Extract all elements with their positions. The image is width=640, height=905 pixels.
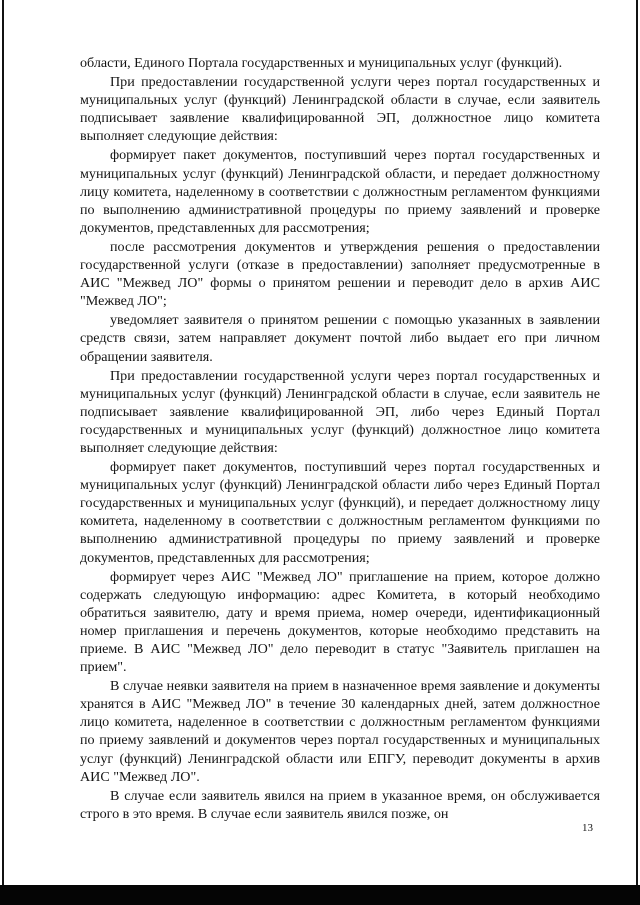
paragraph: формирует пакет документов, поступивший через портал государственных и муниципальных услуг (функций) Ленинградской области, и передает должностному лицу комитета, наделенному в соответствии с должностным регламентом функциями по выполнению административной процедуры по приему заявлений и проверке документов, представленных для рассмотрения; xyxy=(80,147,600,236)
scan-edge-left xyxy=(2,0,4,905)
paragraph: области, Единого Портала государственных и муниципальных услуг (функций). xyxy=(80,55,563,71)
page-number: 13 xyxy=(582,822,593,834)
paragraph: В случае если заявитель явился на прием в указанное время, он обслуживается строго в это время. В случае если заявитель явился позже, он xyxy=(80,787,600,822)
scan-edge-bottom xyxy=(0,885,640,905)
paragraph: после рассмотрения документов и утверждения решения о предоставлении государственной услуги (отказе в предоставлении) заполняет предусмотренные в АИС "Межвед ЛО" формы о принятом решении и переводит дело в архив АИС "Межвед ЛО"; xyxy=(80,238,600,310)
paragraph: формирует пакет документов, поступивший через портал государственных и муниципальных услуг (функций) Ленинградской области либо через Единый Портал государственных и муниципальных услуг (функций), и передает должностному лицу комитета, наделенному в соответствии с должностным регламентом функциями по выполнению административной процедуры по приему заявлений и проверке документов, представленных для рассмотрения; xyxy=(80,459,600,566)
paragraph: В случае неявки заявителя на прием в назначенное время заявление и документы хранятся в АИС "Межвед ЛО" в течение 30 календарных дней, затем должностное лицо комитета, наделенное в соответствии с должностным регламентом функциями по приему заявлений и документов через портал государственных и муниципальных услуг (функций) Ленинградской области или ЕПГУ, переводит документы в архив АИС "Межвед ЛО". xyxy=(80,678,600,785)
paragraph: формирует через АИС "Межвед ЛО" приглашение на прием, которое должно содержать следующую информацию: адрес Комитета, в который необходимо обратиться заявителю, дату и время приема, номер очереди, идентификационный номер приглашения и перечень документов, которые необходимо представить на приеме. В АИС "Межвед ЛО" дело переводит в статус "Заявитель приглашен на прием". xyxy=(80,568,600,676)
paragraph: При предоставлении государственной услуги через портал государственных и муниципальных услуг (функций) Ленинградской области в случае, если заявитель подписывает заявление квалифицированной ЭП, должностное лицо комитета выполняет следующие действия: xyxy=(80,74,600,145)
scan-edge-right xyxy=(636,0,638,905)
paragraph: уведомляет заявителя о принятом решении с помощью указанных в заявлении средств связи, затем направляет документ почтой либо выдает его при личном обращении заявителя. xyxy=(80,312,600,365)
document-body xyxy=(80,54,600,824)
paragraph: При предоставлении государственной услуги через портал государственных и муниципальных услуг (функций) Ленинградской области в случае, если заявитель не подписывает заявление квалифицированной ЭП, либо через Единый Портал государственных и муниципальных услуг (функций) должностное лицо комитета выполняет следующие действия: xyxy=(80,367,600,456)
